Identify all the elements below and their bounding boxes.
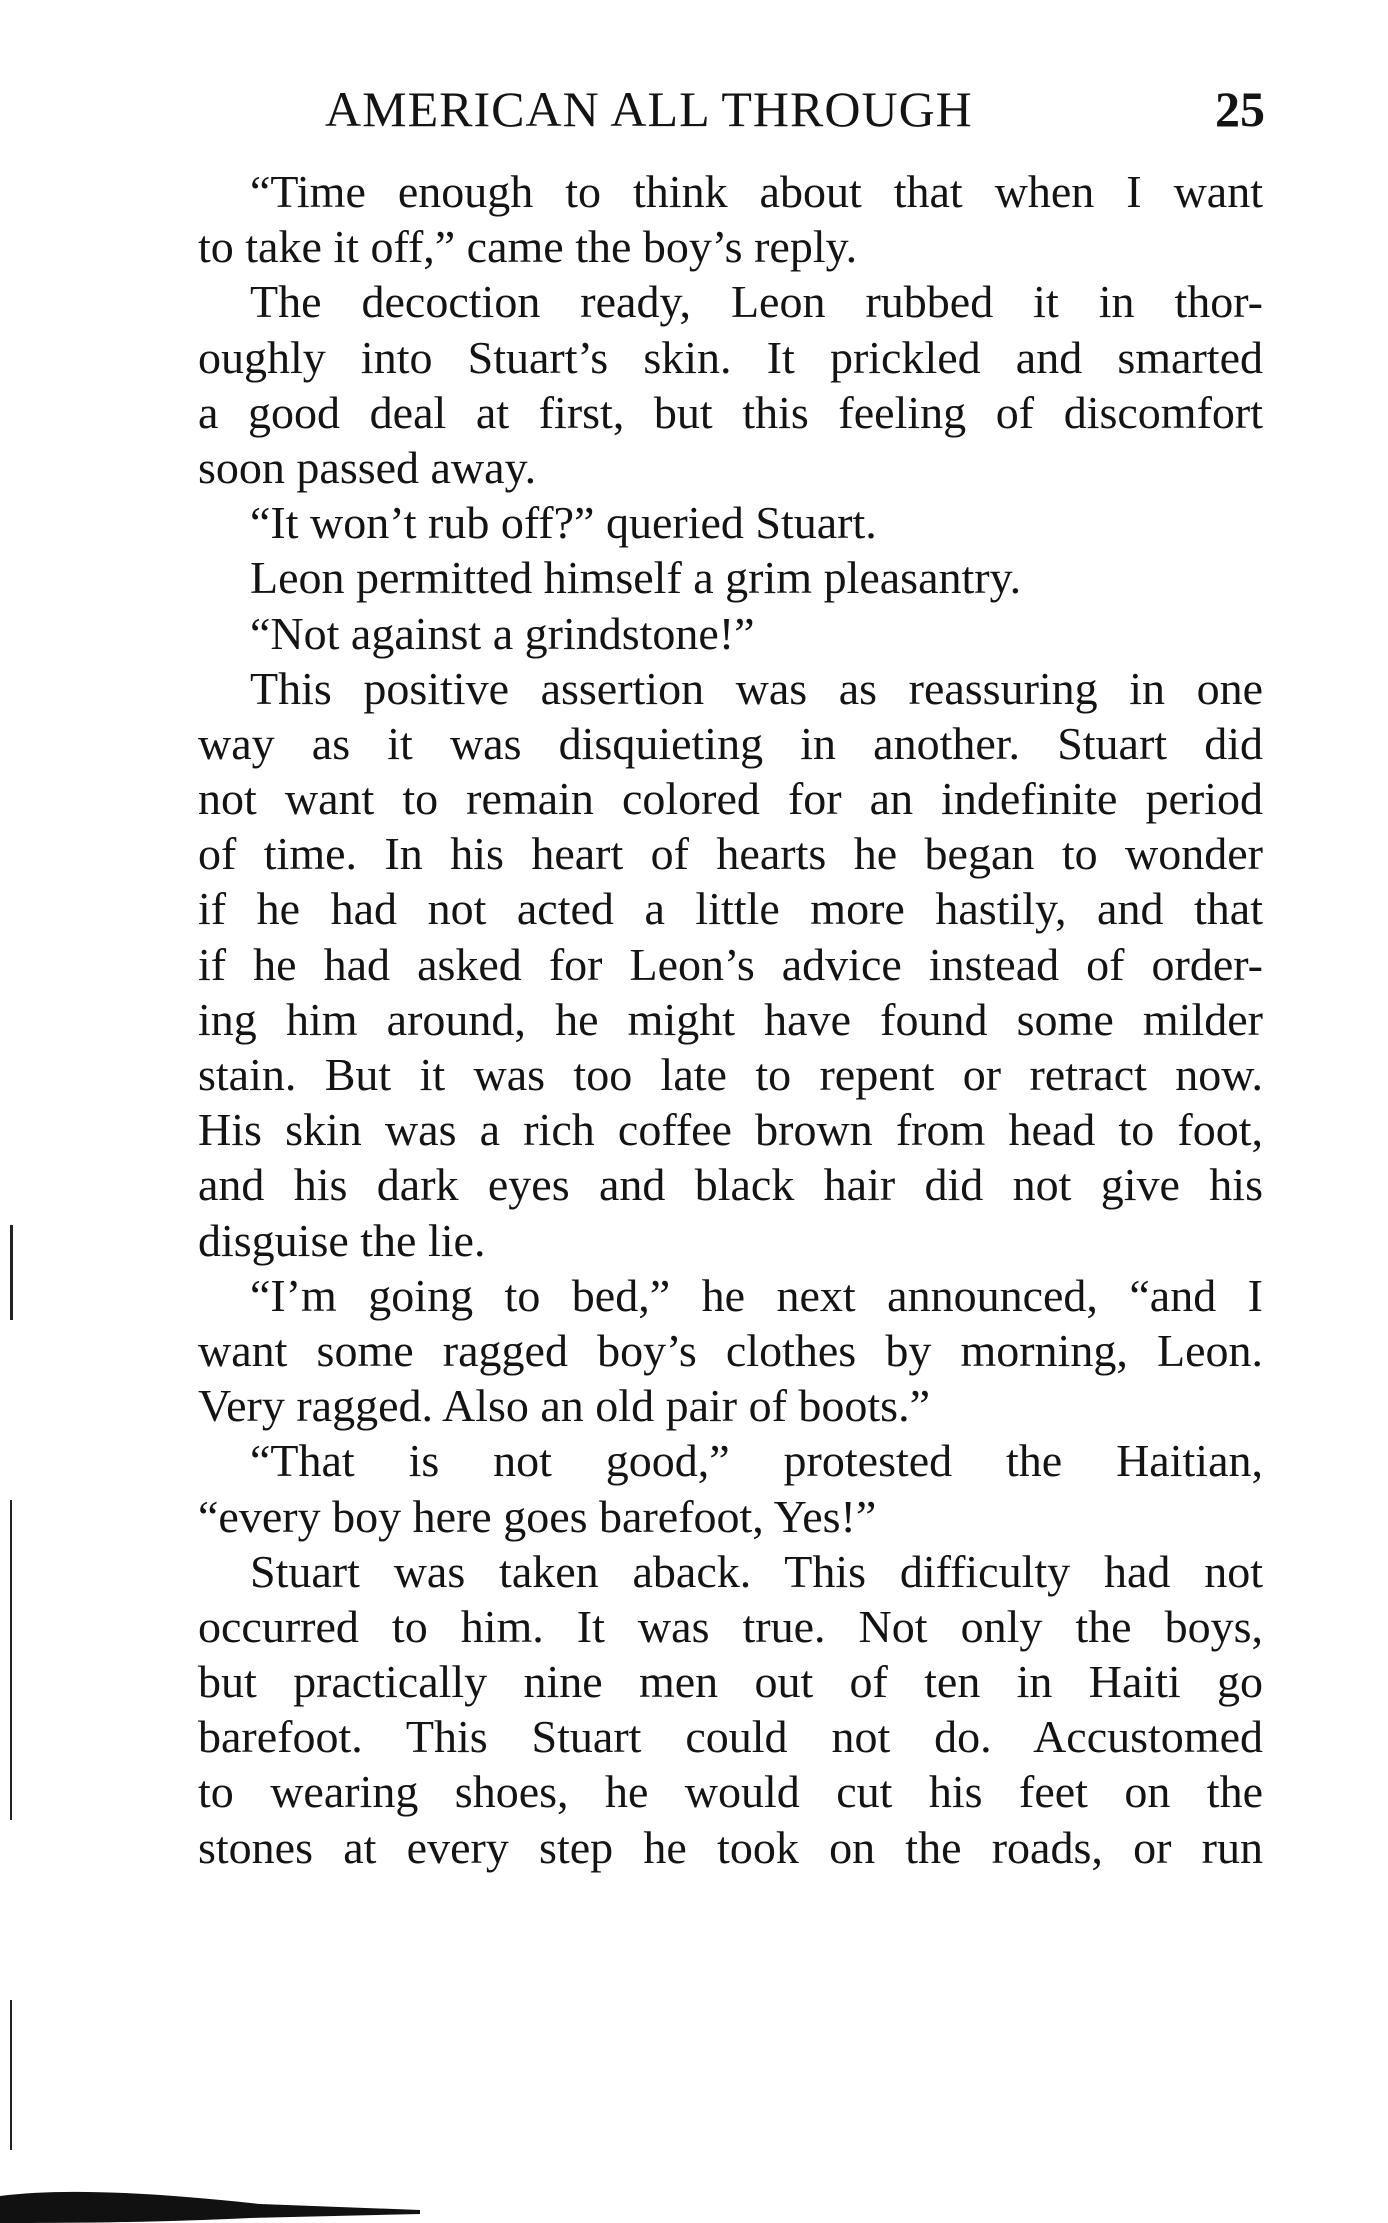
text-line: Stuart was taken aback. This difficulty had not	[250, 1545, 1263, 1597]
text-line: if he had asked for Leon’s advice instead of order-	[198, 938, 1263, 990]
scan-edge-mark	[10, 1500, 12, 1820]
text-line: “Time enough to think about that when I want	[250, 166, 1263, 217]
running-head: AMERICAN ALL THROUGH	[325, 81, 973, 137]
body-text	[198, 164, 1263, 1875]
text-line: oughly into Stuart’s skin. It prickled and smarted	[198, 331, 1263, 383]
text-line: a good deal at first, but this feeling of discomfort	[198, 386, 1263, 438]
text-line: soon passed away.	[198, 441, 537, 493]
text-line: but practically nine men out of ten in Haiti go	[198, 1656, 1263, 1708]
scan-edge-mark	[10, 1225, 13, 1320]
text-line: “That is not good,” protested the Haitian,	[250, 1435, 1263, 1487]
text-line: not want to remain colored for an indefinite period	[198, 773, 1263, 825]
text-line: “Not against a grindstone!”	[250, 607, 755, 659]
text-line: stain. But it was too late to repent or retract now.	[198, 1049, 1263, 1100]
text-line: Very ragged. Also an old pair of boots.”	[198, 1380, 931, 1432]
text-line: disguise the lie.	[198, 1214, 486, 1266]
text-line: if he had not acted a little more hastily, and that	[198, 883, 1263, 935]
page-number: 25	[1215, 81, 1265, 137]
text-line: of time. In his heart of hearts he began to wonder	[198, 828, 1263, 880]
text-line: want some ragged boy’s clothes by morning, Leon.	[198, 1324, 1263, 1376]
text-line: stones at every step he took on the roads, or run	[198, 1821, 1263, 1873]
text-line: to wearing shoes, he would cut his feet on the	[198, 1766, 1263, 1818]
binding-shadow	[0, 2180, 420, 2223]
text-line: “It won’t rub off?” queried Stuart.	[250, 497, 877, 549]
text-line: ing him around, he might have found some milder	[198, 993, 1263, 1045]
text-line: to take it off,” came the boy’s reply.	[198, 221, 858, 273]
text-line: and his dark eyes and black hair did not give his	[198, 1159, 1263, 1211]
text-line: This positive assertion was as reassuring in one	[250, 662, 1263, 714]
text-line: way as it was disquieting in another. Stuart did	[198, 717, 1263, 769]
scan-edge-mark	[10, 2000, 12, 2150]
page-header	[325, 80, 1265, 140]
text-line: “every boy here goes barefoot, Yes!”	[198, 1490, 877, 1542]
text-line: “I’m going to bed,” he next announced, “and I	[250, 1269, 1263, 1321]
text-line: Leon permitted himself a grim pleasantry.	[250, 552, 1022, 604]
text-line: His skin was a rich coffee brown from head to foot,	[198, 1104, 1263, 1156]
text-line: occurred to him. It was true. Not only the boys,	[198, 1600, 1263, 1652]
text-line: The decoction ready, Leon rubbed it in thor-	[250, 276, 1263, 328]
text-line: barefoot. This Stuart could not do. Accustomed	[198, 1711, 1263, 1763]
